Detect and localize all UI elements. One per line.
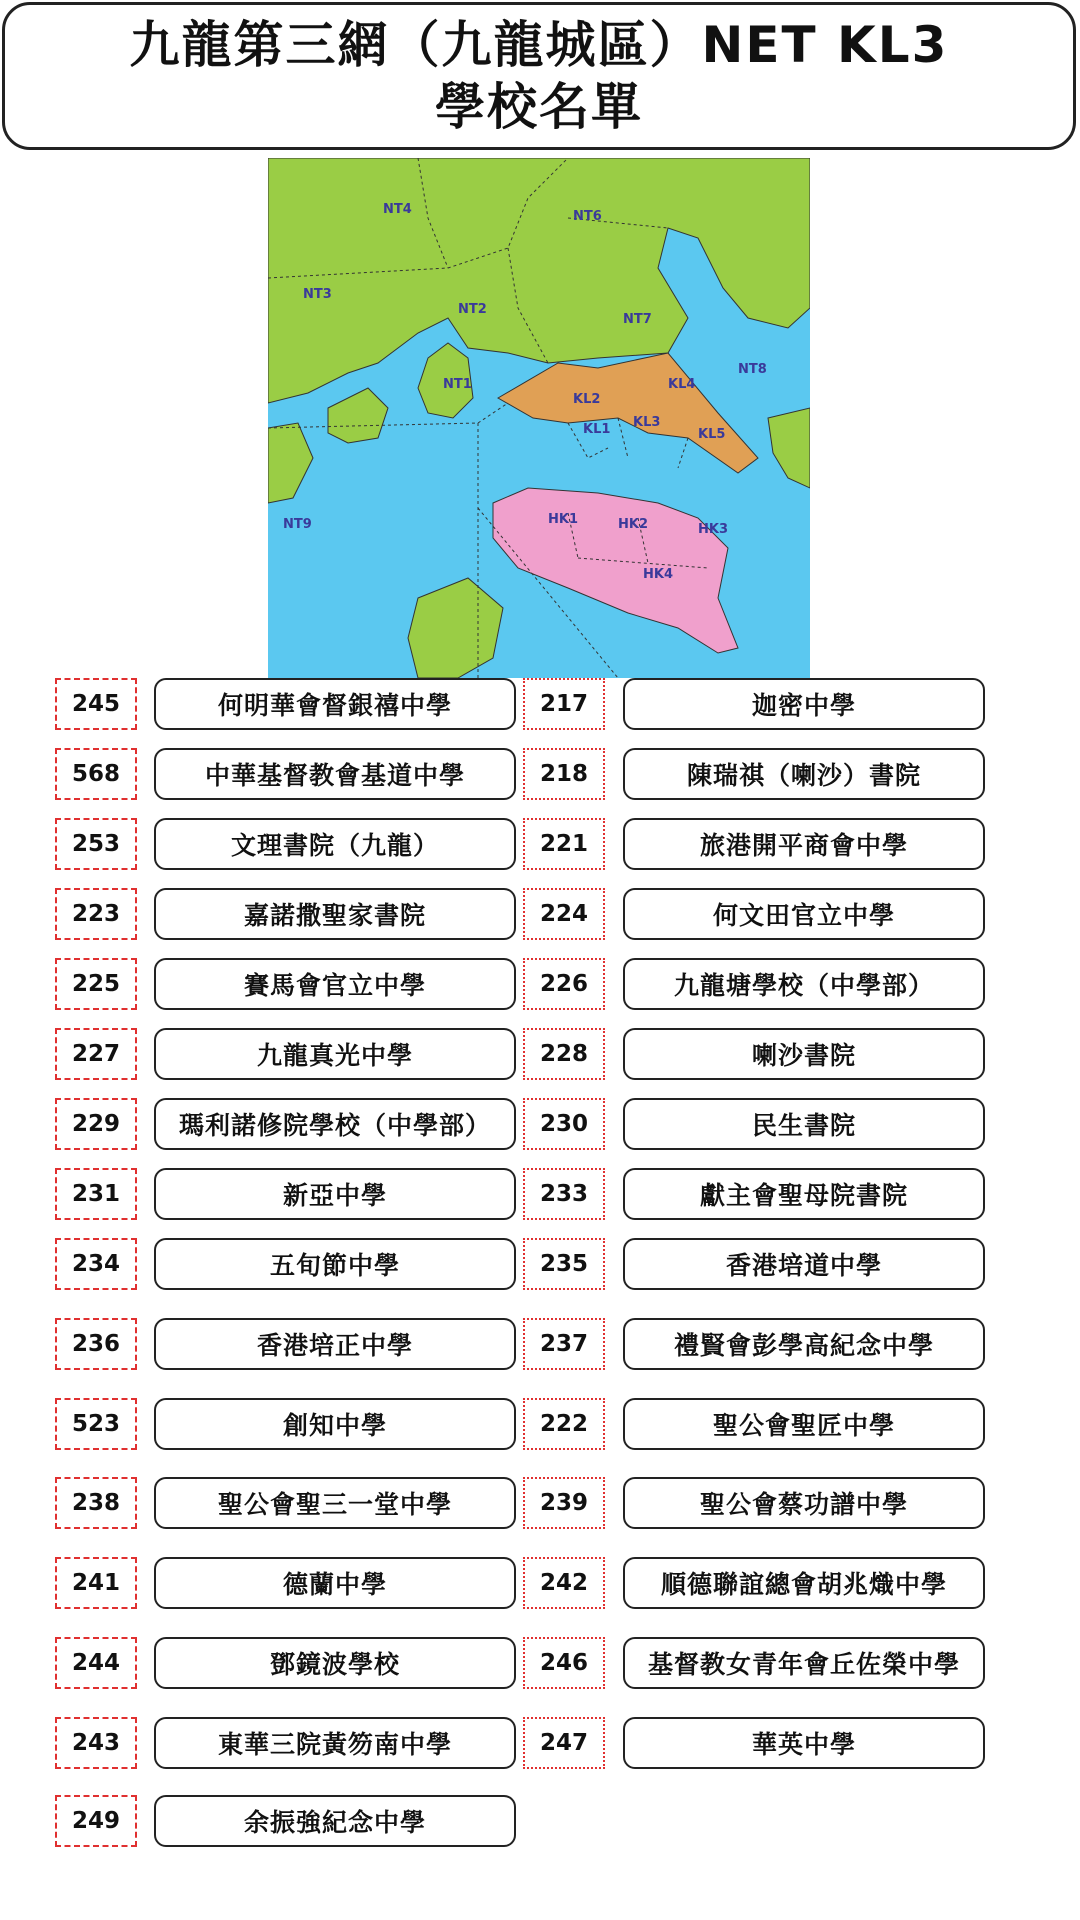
school-name: 聖公會蔡功譜中學 [623, 1477, 985, 1529]
school-name: 文理書院（九龍） [154, 818, 516, 870]
school-code: 230 [523, 1098, 605, 1150]
school-name: 中華基督教會基道中學 [154, 748, 516, 800]
school-code: 222 [523, 1398, 605, 1450]
school-code: 242 [523, 1557, 605, 1609]
map-label-kl4: KL4 [668, 377, 696, 392]
school-code: 249 [55, 1795, 137, 1847]
school-code: 224 [523, 888, 605, 940]
map-label-hk3: HK3 [698, 522, 728, 537]
school-code: 218 [523, 748, 605, 800]
school-name: 何文田官立中學 [623, 888, 985, 940]
school-code: 245 [55, 678, 137, 730]
page-subtitle: 學校名單 [435, 78, 643, 136]
district-map [268, 158, 810, 678]
school-name: 華英中學 [623, 1717, 985, 1769]
school-code: 221 [523, 818, 605, 870]
map-label-kl3: KL3 [633, 415, 661, 430]
school-name: 九龍真光中學 [154, 1028, 516, 1080]
school-name: 賽馬會官立中學 [154, 958, 516, 1010]
school-code: 253 [55, 818, 137, 870]
school-name: 香港培正中學 [154, 1318, 516, 1370]
school-name: 獻主會聖母院書院 [623, 1168, 985, 1220]
map-label-nt8: NT8 [738, 362, 767, 377]
map-label-nt7: NT7 [623, 312, 652, 327]
school-code: 247 [523, 1717, 605, 1769]
school-code: 243 [55, 1717, 137, 1769]
map-label-nt2: NT2 [458, 302, 487, 317]
school-name: 五旬節中學 [154, 1238, 516, 1290]
map-label-nt3: NT3 [303, 287, 332, 302]
map-label-kl5: KL5 [698, 427, 726, 442]
map-label-nt9: NT9 [283, 517, 312, 532]
school-name: 喇沙書院 [623, 1028, 985, 1080]
school-name: 鄧鏡波學校 [154, 1637, 516, 1689]
map-label-nt1: NT1 [443, 377, 472, 392]
school-name: 禮賢會彭學高紀念中學 [623, 1318, 985, 1370]
map-label-hk4: HK4 [643, 567, 673, 582]
school-code: 234 [55, 1238, 137, 1290]
school-code: 227 [55, 1028, 137, 1080]
school-code: 246 [523, 1637, 605, 1689]
school-name: 嘉諾撒聖家書院 [154, 888, 516, 940]
map-label-kl2: KL2 [573, 392, 601, 407]
school-code: 235 [523, 1238, 605, 1290]
school-name: 余振強紀念中學 [154, 1795, 516, 1847]
school-code: 237 [523, 1318, 605, 1370]
district-map-svg [268, 158, 810, 678]
school-code: 233 [523, 1168, 605, 1220]
school-name: 聖公會聖匠中學 [623, 1398, 985, 1450]
school-code: 244 [55, 1637, 137, 1689]
school-name: 陳瑞祺（喇沙）書院 [623, 748, 985, 800]
school-name: 何明華會督銀禧中學 [154, 678, 516, 730]
school-code: 239 [523, 1477, 605, 1529]
school-code: 231 [55, 1168, 137, 1220]
school-name: 新亞中學 [154, 1168, 516, 1220]
school-name: 香港培道中學 [623, 1238, 985, 1290]
school-code: 523 [55, 1398, 137, 1450]
map-label-nt6: NT6 [573, 209, 602, 224]
school-code: 229 [55, 1098, 137, 1150]
school-name: 東華三院黃笏南中學 [154, 1717, 516, 1769]
map-label-nt4: NT4 [383, 202, 412, 217]
school-code: 568 [55, 748, 137, 800]
school-name: 瑪利諾修院學校（中學部） [154, 1098, 516, 1150]
school-name: 民生書院 [623, 1098, 985, 1150]
school-name: 聖公會聖三一堂中學 [154, 1477, 516, 1529]
school-name: 順德聯誼總會胡兆熾中學 [623, 1557, 985, 1609]
school-name: 德蘭中學 [154, 1557, 516, 1609]
school-code: 217 [523, 678, 605, 730]
school-code: 226 [523, 958, 605, 1010]
school-name: 創知中學 [154, 1398, 516, 1450]
school-name: 九龍塘學校（中學部） [623, 958, 985, 1010]
map-label-hk1: HK1 [548, 512, 578, 527]
school-name: 基督教女青年會丘佐榮中學 [623, 1637, 985, 1689]
page-title: 九龍第三網（九龍城區）NET KL3 [129, 16, 949, 74]
title-banner [2, 2, 1076, 150]
school-code: 228 [523, 1028, 605, 1080]
school-code: 223 [55, 888, 137, 940]
map-label-kl1: KL1 [583, 422, 611, 437]
school-code: 236 [55, 1318, 137, 1370]
school-name: 迦密中學 [623, 678, 985, 730]
school-code: 238 [55, 1477, 137, 1529]
map-label-hk2: HK2 [618, 517, 648, 532]
school-code: 225 [55, 958, 137, 1010]
school-name: 旅港開平商會中學 [623, 818, 985, 870]
school-code: 241 [55, 1557, 137, 1609]
